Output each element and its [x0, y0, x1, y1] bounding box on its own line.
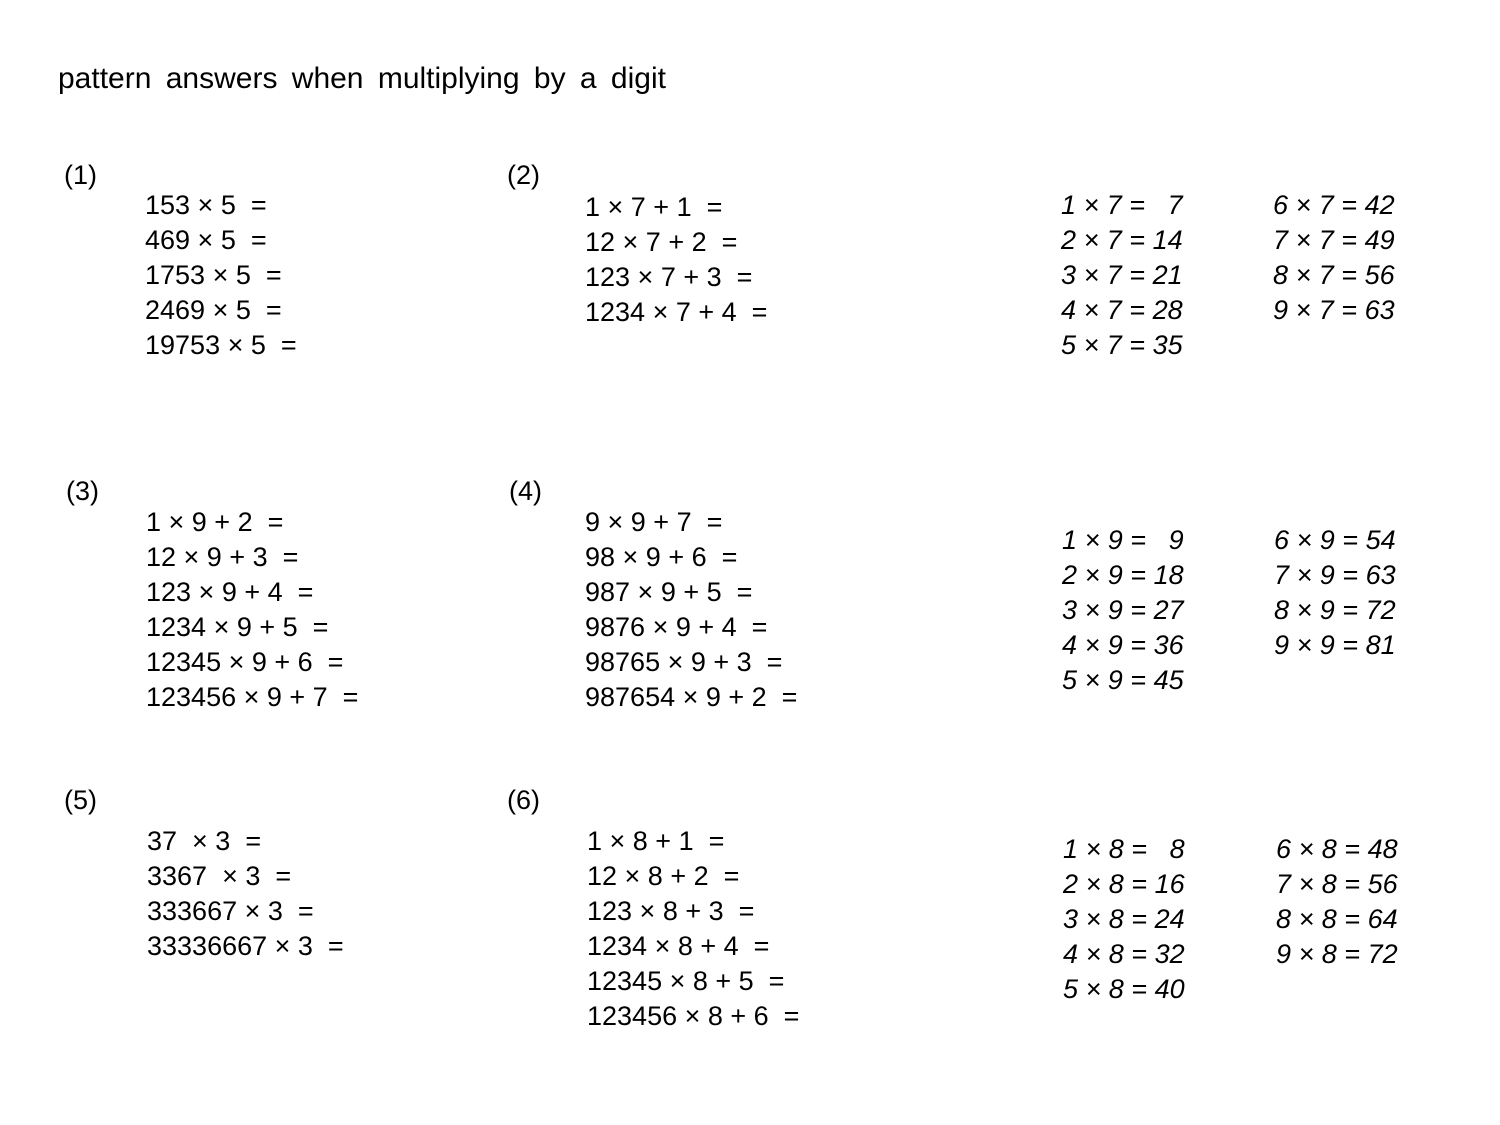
problem-line: 3367 × 3 = [147, 861, 292, 891]
table-row: 3 × 7 = 21 [1061, 260, 1183, 290]
table-row: 7 × 8 = 56 [1276, 869, 1398, 899]
problem-line: 1753 × 5 = [145, 260, 282, 290]
table-row: 9 × 7 = 63 [1273, 295, 1395, 325]
times-table-8-right [1276, 832, 1398, 972]
table-row: 1 × 8 = 8 [1063, 834, 1185, 864]
table-row: 9 × 8 = 72 [1276, 939, 1398, 969]
problem-line: 1234 × 8 + 4 = [587, 931, 770, 961]
problem-1-label: (1) [64, 160, 97, 190]
problem-line: 987654 × 9 + 2 = [585, 682, 798, 712]
table-row: 7 × 9 = 63 [1274, 560, 1396, 590]
problem-line: 123 × 9 + 4 = [146, 577, 314, 607]
problem-line: 12345 × 9 + 6 = [146, 647, 344, 677]
problem-line: 12 × 7 + 2 = [585, 227, 738, 257]
problem-line: 98765 × 9 + 3 = [585, 647, 783, 677]
problem-line: 12345 × 8 + 5 = [587, 966, 785, 996]
times-table-8-left [1063, 832, 1185, 1007]
page-title: pattern answers when multiplying by a digit [58, 62, 666, 95]
problem-line: 987 × 9 + 5 = [585, 577, 753, 607]
problem-line: 123 × 7 + 3 = [585, 262, 753, 292]
problem-1-list [145, 188, 297, 363]
problem-line: 123 × 8 + 3 = [587, 896, 755, 926]
table-row: 6 × 8 = 48 [1276, 834, 1398, 864]
times-table-9-right [1274, 523, 1396, 663]
times-table-7-right [1273, 188, 1395, 328]
table-row: 2 × 9 = 18 [1062, 560, 1184, 590]
table-row: 2 × 7 = 14 [1061, 225, 1183, 255]
problem-line: 98 × 9 + 6 = [585, 542, 738, 572]
problem-line: 19753 × 5 = [145, 330, 297, 360]
table-row: 8 × 8 = 64 [1276, 904, 1398, 934]
table-row: 8 × 9 = 72 [1274, 595, 1396, 625]
table-row: 3 × 9 = 27 [1062, 595, 1184, 625]
table-row: 1 × 9 = 9 [1062, 525, 1184, 555]
problem-line: 333667 × 3 = [147, 896, 314, 926]
problem-5-label: (5) [64, 785, 97, 815]
table-row: 5 × 7 = 35 [1061, 330, 1183, 360]
problem-6-label: (6) [507, 785, 540, 815]
problem-line: 2469 × 5 = [145, 295, 282, 325]
times-table-7-left [1061, 188, 1183, 363]
table-row: 2 × 8 = 16 [1063, 869, 1185, 899]
table-row: 6 × 7 = 42 [1273, 190, 1395, 220]
problem-line: 12 × 8 + 2 = [587, 861, 740, 891]
problem-line: 469 × 5 = [145, 225, 267, 255]
problem-line: 1234 × 9 + 5 = [146, 612, 329, 642]
problem-4-list [585, 505, 797, 715]
problem-3-list [146, 505, 358, 715]
problem-5-list [147, 824, 344, 964]
problem-line: 1234 × 7 + 4 = [585, 297, 768, 327]
table-row: 9 × 9 = 81 [1274, 630, 1396, 660]
problem-line: 37 × 3 = [147, 826, 262, 856]
table-row: 5 × 9 = 45 [1062, 665, 1184, 695]
problem-line: 9876 × 9 + 4 = [585, 612, 768, 642]
problem-line: 12 × 9 + 3 = [146, 542, 299, 572]
problem-line: 1 × 8 + 1 = [587, 826, 725, 856]
problem-line: 1 × 9 + 2 = [146, 507, 284, 537]
problem-3-label: (3) [66, 476, 99, 506]
table-row: 4 × 9 = 36 [1062, 630, 1184, 660]
problem-2-label: (2) [507, 160, 540, 190]
times-table-9-left [1062, 523, 1184, 698]
table-row: 4 × 7 = 28 [1061, 295, 1183, 325]
problem-line: 153 × 5 = [145, 190, 267, 220]
problem-line: 1 × 7 + 1 = [585, 192, 723, 222]
problem-2-list [585, 190, 767, 330]
table-row: 7 × 7 = 49 [1273, 225, 1395, 255]
problem-line: 33336667 × 3 = [147, 931, 344, 961]
table-row: 1 × 7 = 7 [1061, 190, 1183, 220]
problem-line: 123456 × 9 + 7 = [146, 682, 359, 712]
problem-6-list [587, 824, 799, 1034]
table-row: 8 × 7 = 56 [1273, 260, 1395, 290]
problem-4-label: (4) [509, 476, 542, 506]
table-row: 5 × 8 = 40 [1063, 974, 1185, 1004]
problem-line: 123456 × 8 + 6 = [587, 1001, 800, 1031]
table-row: 4 × 8 = 32 [1063, 939, 1185, 969]
table-row: 6 × 9 = 54 [1274, 525, 1396, 555]
table-row: 3 × 8 = 24 [1063, 904, 1185, 934]
problem-line: 9 × 9 + 7 = [585, 507, 723, 537]
